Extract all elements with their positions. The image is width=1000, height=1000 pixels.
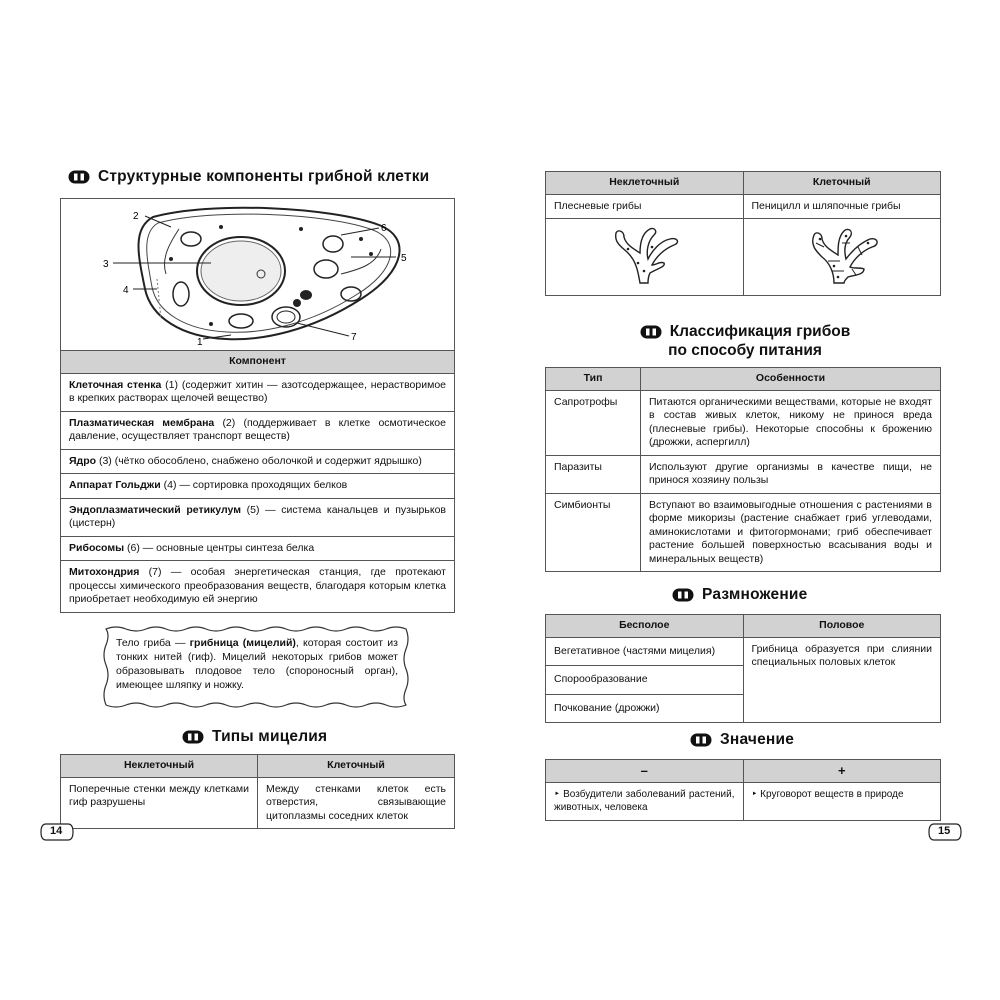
component-desc: (1) (содержит хитин — азотсодержащее, нерастворимое в крепких растворах щелочей вещество) xyxy=(69,378,446,404)
asexual-item: Спорообразование xyxy=(546,666,744,695)
nutrition-type: Симбионты xyxy=(546,493,641,572)
note-text-start: Тело гриба — xyxy=(116,637,190,649)
table-row xyxy=(546,194,941,219)
table-row xyxy=(546,455,941,493)
nutrition-desc: Используют другие организмы в качестве пищи, не принося хозяину пользы xyxy=(641,455,941,493)
hyphae-table xyxy=(545,171,941,296)
section-title-nutrition xyxy=(620,322,870,360)
diagram-label-1: 1 xyxy=(197,337,203,348)
table-row xyxy=(61,449,455,474)
noncellular-hypha-cell xyxy=(546,219,744,296)
table-cell: Поперечные стенки между клетками гиф разрушены xyxy=(61,777,258,829)
book-icon xyxy=(68,170,90,184)
component-desc: (5) — система канальцев и пузырьков (цистерн) xyxy=(69,503,446,529)
noncellular-hypha-icon xyxy=(606,221,696,287)
table-row xyxy=(546,493,941,572)
asexual-item: Почкование (дрожжи) xyxy=(546,694,744,723)
note-term: грибница (мицелий) xyxy=(189,637,296,649)
page-number-text: 15 xyxy=(938,825,951,837)
section-title-mycelium-types xyxy=(182,728,327,746)
column-header: Клеточный xyxy=(743,172,941,195)
cellular-hypha-icon xyxy=(804,221,894,287)
component-desc: (3) (чётко обособлено, снабжено оболочкой и содержит ядрышко) xyxy=(96,454,422,467)
mycelium-note xyxy=(102,625,410,709)
column-header: Неклеточный xyxy=(61,755,258,778)
diagram-label-5: 5 xyxy=(401,253,407,264)
note-text xyxy=(116,636,398,692)
fungal-cell-diagram xyxy=(60,198,455,352)
book-icon xyxy=(690,733,712,747)
significance-negative: ‣ Возбудители заболеваний растений, животных, человека xyxy=(546,782,744,820)
column-header: Особенности xyxy=(641,368,941,391)
reproduction-table xyxy=(545,614,941,723)
book-icon xyxy=(182,730,204,744)
nutrition-table xyxy=(545,367,941,572)
table-row xyxy=(61,411,455,449)
component-desc: (2) (поддерживает в клетке осмотическое давление, осуществляет транспорт веществ) xyxy=(69,416,446,442)
table-row xyxy=(61,777,455,829)
significance-table xyxy=(545,759,941,821)
table-cell: Плесневые грибы xyxy=(546,194,744,219)
table-cell: Между стенками клеток есть отверстия, связывающие цитоплазмы соседних клеток xyxy=(258,777,455,829)
table-row xyxy=(61,474,455,499)
mycelium-table xyxy=(60,754,455,829)
component-name: Аппарат Гольджи xyxy=(69,479,161,491)
cell-illustration xyxy=(61,199,454,351)
column-header: Тип xyxy=(546,368,641,391)
asexual-item: Вегетативное (частями мицелия) xyxy=(546,637,744,666)
page-number-text: 14 xyxy=(50,825,63,837)
sexual-desc: Грибница образуется при слиянии специальных половых клеток xyxy=(743,637,941,723)
table-row xyxy=(546,390,941,455)
diagram-label-6: 6 xyxy=(381,223,387,234)
column-header: Бесполое xyxy=(546,615,744,638)
section-title-text: Значение xyxy=(720,731,795,748)
component-desc: (7) — особая энергетическая станция, где протекают процессы химического преобразования веществ, благодаря которым клетка приобретает необходимую ей энергию xyxy=(69,566,446,605)
table-row xyxy=(546,782,941,820)
table-row xyxy=(546,637,941,666)
section-title-significance xyxy=(690,731,794,749)
significance-positive: ‣ Круговорот веществ в природе xyxy=(743,782,941,820)
right-page xyxy=(500,0,1000,1000)
book-icon xyxy=(640,325,662,339)
table-row xyxy=(61,561,455,613)
table-cell: Пеницилл и шляпочные грибы xyxy=(743,194,941,219)
nutrition-desc: Питаются органическими веществами, которые не входят в состав живых клеток, никому не принося вреда (плесневые грибы). Некоторые способны к брожению (дрожжи, аспергилл) xyxy=(641,390,941,455)
diagram-label-2: 2 xyxy=(133,211,139,222)
nutrition-type: Паразиты xyxy=(546,455,641,493)
nutrition-desc: Вступают во взаимовыгодные отношения с растениями в форме микоризы (растение снабжает гриб углеводами, аминокислотами и фитогормонами; гриб обеспечивает растение большей поверхностью всасывания воды и минеральных веществ) xyxy=(641,493,941,572)
diagram-label-7: 7 xyxy=(351,332,357,343)
diagram-label-3: 3 xyxy=(103,259,109,270)
section-title-reproduction xyxy=(672,586,807,604)
note-text-end: , которая состоит из тонких нитей (гиф). Мицелий некоторых грибов может образовывать плодовое тело (спороносный орган), имеющее шляпку и ножку. xyxy=(116,637,398,691)
column-header: Половое xyxy=(743,615,941,638)
component-name: Рибосомы xyxy=(69,541,125,554)
column-header-minus: – xyxy=(546,760,744,783)
table-row xyxy=(61,498,455,536)
component-name: Клеточная стенка xyxy=(69,378,162,391)
component-name: Эндоплазматический ретикулум xyxy=(69,503,242,516)
nutrition-type: Сапротрофы xyxy=(546,390,641,455)
table-row xyxy=(61,373,455,411)
section-title-line-2: по способу питания xyxy=(668,342,822,359)
table-row xyxy=(61,536,455,561)
book-icon xyxy=(672,588,694,602)
components-header: Компонент xyxy=(61,351,455,374)
component-desc: (4) — сортировка проходящих белков xyxy=(160,479,348,491)
section-title-cell-components xyxy=(68,168,429,186)
components-table xyxy=(60,350,455,613)
component-name: Митохондрия xyxy=(69,566,140,578)
section-title-text: Структурные компоненты грибной клетки xyxy=(98,168,430,185)
column-header-plus: + xyxy=(743,760,941,783)
component-desc: (6) — основные центры синтеза белка xyxy=(124,541,315,554)
section-title-line-1: Классификация грибов xyxy=(669,323,851,340)
component-name: Ядро xyxy=(69,454,97,467)
cellular-hypha-cell xyxy=(743,219,941,296)
column-header: Неклеточный xyxy=(546,172,744,195)
column-header: Клеточный xyxy=(258,755,455,778)
section-title-text: Типы мицелия xyxy=(212,728,328,745)
diagram-label-4: 4 xyxy=(123,285,129,296)
section-title-text: Размножение xyxy=(702,586,808,603)
component-name: Плазматическая мембрана xyxy=(69,416,215,429)
table-row xyxy=(546,219,941,296)
